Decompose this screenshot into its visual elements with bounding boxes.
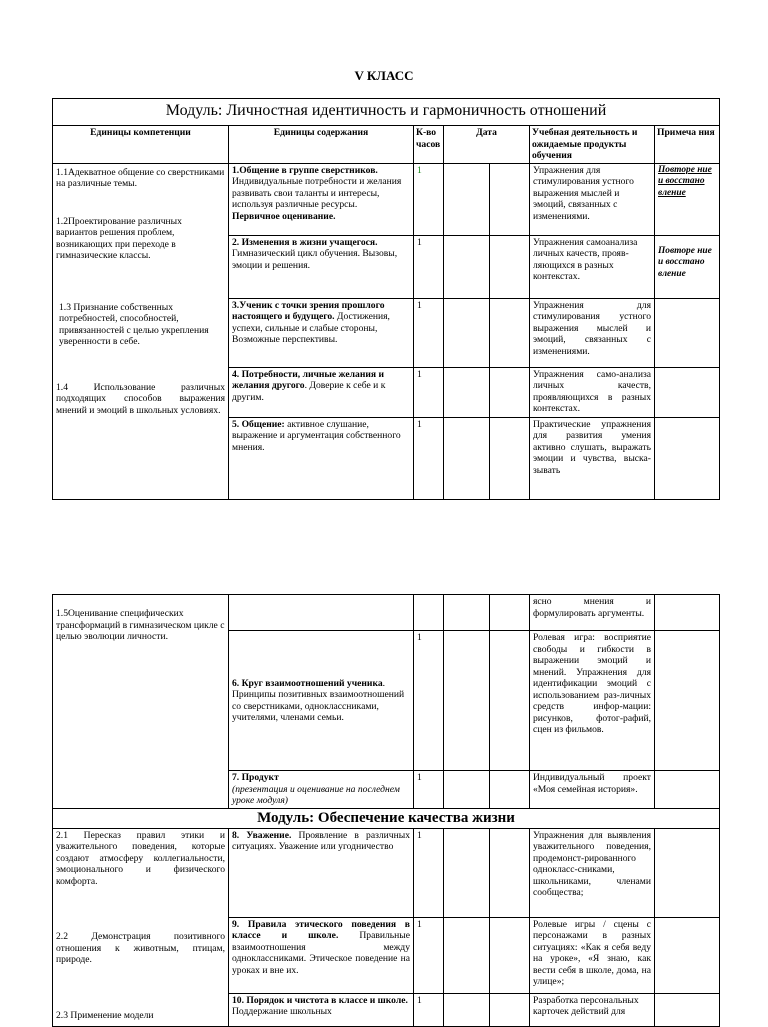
hours-empty (414, 595, 444, 631)
date-cell (444, 993, 490, 1026)
content-row-9 (229, 917, 414, 993)
hours-row-4: 1 (414, 367, 444, 417)
date-cell (490, 917, 530, 993)
content-7-title: 7. Продукт (232, 772, 279, 783)
date-cell (490, 298, 530, 367)
activity-row-10: Разработка персональных карточек действий для (530, 993, 655, 1026)
date-cell (490, 163, 530, 235)
page-title: V КЛАСС (354, 68, 414, 83)
competence-1-5-cell (53, 595, 229, 809)
note-empty (655, 993, 720, 1026)
competence-2-3: 2.3 Применение модели (56, 1009, 154, 1021)
module2-title: Модуль: Обеспечение качества жизни (53, 808, 720, 828)
note-empty (655, 595, 720, 631)
hours-row-3: 1 (414, 298, 444, 367)
content-6-text: . Принципы позитивных взаимоотношений со сверстниками, одноклассниками, учителями, членами семьи. (232, 677, 405, 723)
date-cell (490, 595, 530, 631)
content-row-6 (229, 631, 414, 771)
header-content: Единицы содержания (229, 126, 414, 164)
content-empty (229, 595, 414, 631)
activity-row-7: Индивидуальный проект «Моя семейная история». (530, 771, 655, 809)
content-row-7 (229, 771, 414, 809)
competence-cell (53, 163, 229, 499)
activity-continuation: ясно мнения и формулировать аргументы. (530, 595, 655, 631)
activity-row-8: Упражнения для выявления уважительного поведения, продемонст-рированного однокласс-сниками, школьниками, членами сообщества; (530, 828, 655, 917)
content-3-text: Достижения, успехи, сильные и слабые стороны, Возможные перспективы. (232, 311, 390, 345)
competence-2-2: 2.2 Демонстрация позитивного отношения к животным, птицам, природе. (56, 931, 225, 965)
content-9-text: Правильные взаимоотношения между одноклассниками. Этическое поведение на уроках и вне их. (232, 930, 410, 976)
competence-cell-2 (53, 828, 229, 1026)
note-empty (655, 417, 720, 499)
note-empty (655, 917, 720, 993)
content-row-8 (229, 828, 414, 917)
activity-row-1: Упражнения для стимулирования устного выражения мыслей и эмоций, связанных с изменениями. (530, 163, 655, 235)
competence-1-1: 1.1Адекватное общение со сверстниками на различные темы. (56, 166, 225, 189)
content-2-title: 2. Изменения в жизни учащегося. (232, 236, 378, 248)
hours-row-1: 1 (414, 163, 444, 235)
content-2-text: Гимназический цикл обучения. Вызовы, эмоции и решения. (232, 248, 398, 271)
content-5-text: активное слушание, выражение и аргументация собственного мнения. (232, 418, 401, 453)
hours-row-5: 1 (414, 417, 444, 499)
module1-table (52, 98, 720, 500)
note-empty (655, 298, 720, 367)
content-4-title: 4. Потребности, личные желания и желания другого (232, 368, 385, 391)
date-cell (444, 828, 490, 917)
competence-1-3: 1.3 Признание собственных потребностей, способностей, привязанностей с целью укрепления уверенности в себе. (59, 301, 209, 347)
competence-2-1: 2.1 Пересказ правил этики и уважительного поведения, которые создают атмосферу коллегиальности, эмоционального и физического комфорта. (56, 829, 225, 887)
content-7-note: (презентация и оценивание на последнем уроке модуля) (232, 783, 400, 806)
date-cell (444, 631, 490, 771)
note-empty (655, 771, 720, 809)
content-1-title: 1.Общение в группе сверстников. (232, 164, 378, 176)
module1-title: Модуль: Личностная идентичность и гармоничность отношений (53, 99, 720, 126)
date-cell (490, 631, 530, 771)
content-9-title: 9. Правила этического поведения в классе и школе. (232, 918, 410, 941)
header-date: Дата (444, 126, 530, 164)
content-row-2 (229, 235, 414, 298)
content-8-text: Проявление в различных ситуациях. Уважение или угодничество (232, 829, 411, 852)
activity-row-5: Практические упражнения для развития умения активно слушать, выражать эмоции и чувства, выска-зывать (530, 417, 655, 499)
date-cell (490, 367, 530, 417)
header-notes: Примеча ния (655, 126, 720, 164)
date-cell (444, 917, 490, 993)
date-cell (444, 367, 490, 417)
date-cell (490, 417, 530, 499)
activity-row-2: Упражнения самоанализа личных качеств, прояв-ляющихся в разных контекстах. (530, 235, 655, 298)
note-empty (655, 631, 720, 771)
content-row-5 (229, 417, 414, 499)
header-hours: К-во часов (414, 126, 444, 164)
hours-row-10: 1 (414, 993, 444, 1026)
content-row-4 (229, 367, 414, 417)
activity-row-3: Упражнения для стимулирования устного выражения мыслей и эмоций, связанных с изменениями. (530, 298, 655, 367)
content-4-text: . Доверие к себе и к другим. (232, 380, 386, 403)
module2-table (52, 594, 720, 1027)
content-10-text: Поддержание школьных (232, 1006, 332, 1017)
content-10-title: 10. Порядок и чистота в классе и школе. (232, 994, 408, 1006)
note-row-1: Повторе ние и восстано вление (655, 163, 720, 235)
date-cell (444, 163, 490, 235)
content-3-title: 3.Ученик с точки зрения прошлого настоящего и будущего. (232, 299, 385, 322)
competence-1-5: 1.5Оценивание специфических трансформаций в гимназическом цикле с целью эволюции личности. (56, 608, 225, 642)
content-5-title: 5. Общение: (232, 418, 285, 430)
content-1-extra: Первичное оценивание. (232, 210, 336, 222)
hours-row-7: 1 (414, 771, 444, 809)
hours-row-8: 1 (414, 828, 444, 917)
content-8-title: 8. Уважение. (232, 829, 292, 841)
content-1-text: Индивидуальные потребности и желания развивать свои таланты и интересы, используя различные ресурсы. (232, 176, 402, 210)
activity-row-6: Ролевая игра: восприятие свободы и гибкости в выражении эмоций и мнений. Упражнения для идентификации эмоций с использованием раз-личных средств инфор-мации: рисунков, фотог-рафий, сцен из фильмов. (530, 631, 655, 771)
date-cell (444, 417, 490, 499)
note-empty (655, 828, 720, 917)
activity-row-4: Упражнения само-анализа личных качеств, проявляющихся в разных контекстах. (530, 367, 655, 417)
content-row-10 (229, 993, 414, 1026)
header-activity: Учебная деятельность и ожидаемые продукты обучения (530, 126, 655, 164)
date-cell (444, 298, 490, 367)
note-empty (655, 367, 720, 417)
date-cell (444, 595, 490, 631)
hours-row-9: 1 (414, 917, 444, 993)
date-cell (490, 993, 530, 1026)
content-row-3 (229, 298, 414, 367)
content-row-1 (229, 163, 414, 235)
hours-row-6: 1 (414, 631, 444, 771)
date-cell (490, 828, 530, 917)
date-cell (490, 235, 530, 298)
date-cell (490, 771, 530, 809)
note-row-2: Повторе ние и восстано вление (655, 235, 720, 298)
content-6-title: 6. Круг взаимоотношений ученика (232, 677, 383, 689)
activity-row-9: Ролевые игры / сцены с персонажами в разных ситуациях: «Как я себя веду на уроке», «Я знаю, как вести себя в школе, дома, на улице»; (530, 917, 655, 993)
date-cell (444, 771, 490, 809)
competence-1-4: 1.4 Использование различных подходящих способов выражения мнений и эмоций в школьных условиях. (56, 381, 225, 416)
competence-1-2: 1.2Проектирование различных вариантов решения проблем, возникающих при переходе в гимназические классы. (56, 215, 182, 261)
hours-row-2: 1 (414, 235, 444, 298)
header-competence: Единицы компетенции (53, 126, 229, 164)
date-cell (444, 235, 490, 298)
